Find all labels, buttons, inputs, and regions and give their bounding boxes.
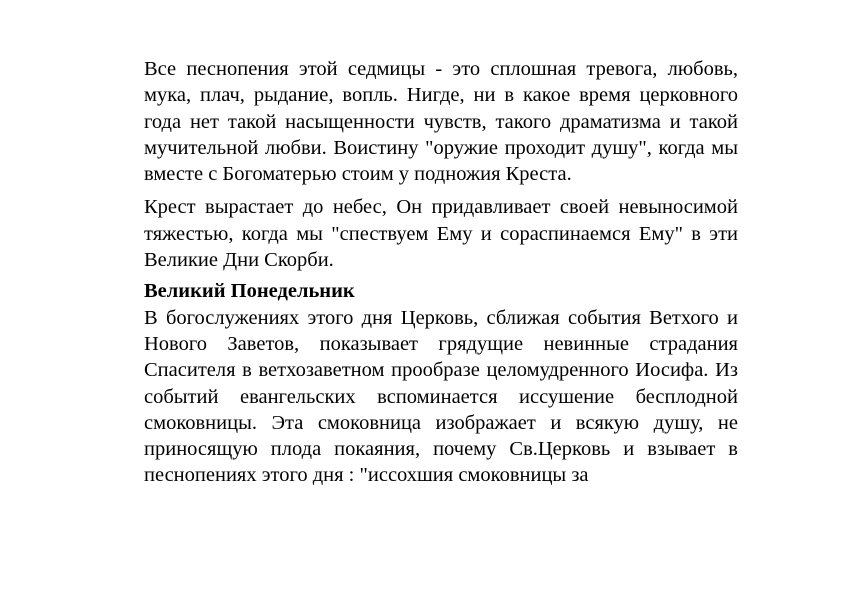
paragraph-intro: Все песнопения этой седмицы - это сплошная тревога, любовь, мука, плач, рыдание, вопль. Нигде, ни в какое время церковного года нет такой насыщенности чувств, такого драматизма и такой мучительной любви. Воистину "оружие проходит душу", когда мы вместе с Богоматерью стоим у подножия Креста. — [144, 58, 738, 186]
section-heading: Великий Понедельник — [144, 280, 355, 303]
paragraph-cross: Крест вырастает до небес, Он придавливает своей невыносимой тяжестью, когда мы "спествуем Ему и сораспинаемся Ему" в эти Великие Дни Скорби. — [144, 196, 738, 272]
paragraph-monday: В богослужениях этого дня Церковь, сближая события Ветхого и Нового Заветов, показывает грядущие невинные страдания Спасителя в ветхозаветном прообразе целомудренного Иосифа. Из событий евангельских вспоминается иссушение бесплодной смоковницы. Эта смоковница изображает и всякую душу, не приносящую плода покаяния, почему Св.Церковь и взывает в песнопениях этого дня : "иссохшия смоковницы за — [144, 306, 738, 487]
document-text-block — [144, 56, 738, 489]
